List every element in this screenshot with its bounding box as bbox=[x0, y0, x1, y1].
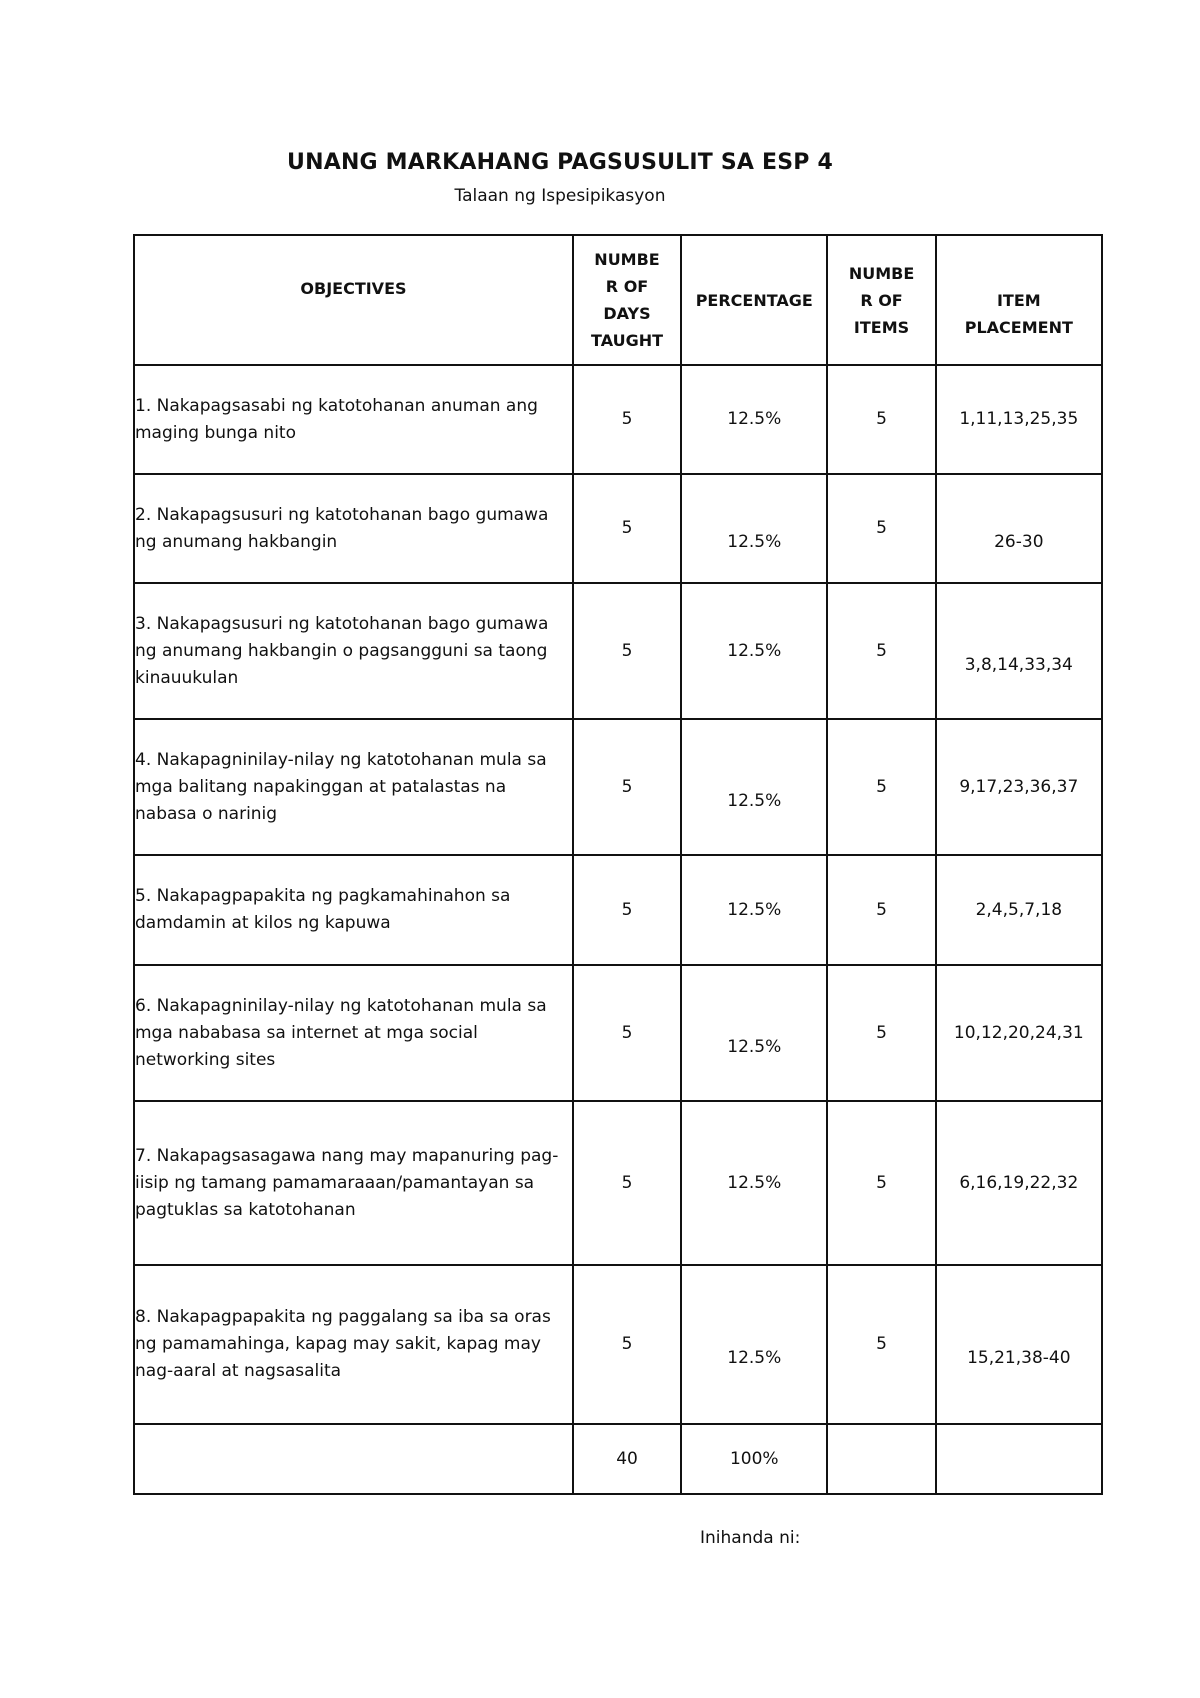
header-number-of-items bbox=[827, 235, 935, 365]
header-placement-line-1: ITEM bbox=[996, 291, 1041, 310]
table-row bbox=[134, 965, 1102, 1101]
placement-cell: 1,11,13,25,35 bbox=[936, 365, 1102, 474]
days-cell: 5 bbox=[573, 965, 681, 1101]
percentage-cell bbox=[681, 719, 827, 855]
table-row bbox=[134, 474, 1102, 583]
percentage-value: 12.5% bbox=[727, 1036, 782, 1057]
percentage-value: 12.5% bbox=[727, 790, 782, 811]
days-cell: 5 bbox=[573, 855, 681, 965]
placement-value: 3,8,14,33,34 bbox=[964, 654, 1073, 675]
placement-cell: 6,16,19,22,32 bbox=[936, 1101, 1102, 1265]
items-cell: 5 bbox=[827, 1101, 935, 1265]
days-cell: 5 bbox=[573, 1265, 681, 1424]
percentage-value: 12.5% bbox=[727, 1348, 782, 1368]
header-days-line-3: DAYS bbox=[603, 304, 651, 323]
placement-value: 26-30 bbox=[994, 532, 1044, 552]
objective-cell: 2. Nakapagsusuri ng katotohanan bago gumawa ng anumang hakbangin bbox=[134, 474, 573, 583]
table-row bbox=[134, 1265, 1102, 1424]
objective-cell: 6. Nakapagninilay-nilay ng katotohanan mula sa mga nababasa sa internet at mga social networking sites bbox=[134, 965, 573, 1101]
days-cell: 5 bbox=[573, 474, 681, 583]
total-days-cell: 40 bbox=[573, 1424, 681, 1494]
percentage-cell: 12.5% bbox=[681, 855, 827, 965]
days-cell: 5 bbox=[573, 719, 681, 855]
items-cell: 5 bbox=[827, 855, 935, 965]
placement-value: 15,21,38-40 bbox=[967, 1348, 1071, 1368]
days-cell: 5 bbox=[573, 583, 681, 719]
header-items-line-2: R OF bbox=[860, 290, 903, 310]
items-cell: 5 bbox=[827, 474, 935, 583]
items-cell: 5 bbox=[827, 719, 935, 855]
percentage-value: 12.5% bbox=[727, 532, 782, 552]
percentage-cell: 12.5% bbox=[681, 1101, 827, 1265]
objective-cell: 5. Nakapagpapakita ng pagkamahinahon sa damdamin at kilos ng kapuwa bbox=[134, 855, 573, 965]
items-cell: 5 bbox=[827, 365, 935, 474]
prepared-by-label: Inihanda ni: bbox=[700, 1528, 801, 1548]
header-objectives bbox=[134, 235, 573, 365]
table-row bbox=[134, 719, 1102, 855]
document-title: UNANG MARKAHANG PAGSUSULIT SA ESP 4 bbox=[287, 150, 833, 175]
totals-row bbox=[134, 1424, 1102, 1494]
table-row bbox=[134, 1101, 1102, 1265]
header-items-line-3: ITEMS bbox=[853, 317, 910, 337]
days-cell: 5 bbox=[573, 1101, 681, 1265]
placement-cell bbox=[936, 1265, 1102, 1424]
percentage-cell bbox=[681, 474, 827, 583]
placement-cell bbox=[936, 583, 1102, 719]
totals-objective-cell bbox=[134, 1424, 573, 1494]
header-item-placement bbox=[936, 235, 1102, 365]
percentage-cell: 12.5% bbox=[681, 583, 827, 719]
header-days-line-4: TAUGHT bbox=[591, 331, 664, 350]
header-days-taught bbox=[573, 235, 681, 365]
header-days-line-1: NUMBE bbox=[594, 250, 660, 269]
objective-cell: 1. Nakapagsasabi ng katotohanan anuman ang maging bunga nito bbox=[134, 365, 573, 474]
items-cell: 5 bbox=[827, 965, 935, 1101]
totals-placement-cell bbox=[936, 1424, 1102, 1494]
percentage-cell bbox=[681, 965, 827, 1101]
total-percentage-cell: 100% bbox=[681, 1424, 827, 1494]
objective-cell: 8. Nakapagpapakita ng paggalang sa iba sa oras ng pamamahinga, kapag may sakit, kapag may nag-aaral at nagsasalita bbox=[134, 1265, 573, 1424]
placement-cell bbox=[936, 474, 1102, 583]
header-placement-line-2: PLACEMENT bbox=[964, 318, 1073, 337]
objective-cell: 4. Nakapagninilay-nilay ng katotohanan mula sa mga balitang napakinggan at patalastas na nabasa o narinig bbox=[134, 719, 573, 855]
placement-cell: 9,17,23,36,37 bbox=[936, 719, 1102, 855]
percentage-cell: 12.5% bbox=[681, 365, 827, 474]
totals-items-cell bbox=[827, 1424, 935, 1494]
placement-cell: 10,12,20,24,31 bbox=[936, 965, 1102, 1101]
objective-cell: 7. Nakapagsasagawa nang may mapanuring pag-iisip ng tamang pamamaraaan/pamantayan sa pagtuklas sa katotohanan bbox=[134, 1101, 573, 1265]
header-percentage-label: PERCENTAGE bbox=[695, 290, 813, 310]
items-cell: 5 bbox=[827, 1265, 935, 1424]
specification-table bbox=[133, 234, 1103, 1495]
header-objectives-label: OBJECTIVES bbox=[300, 278, 407, 298]
table-row bbox=[134, 365, 1102, 474]
objective-cell: 3. Nakapagsusuri ng katotohanan bago gumawa ng anumang hakbangin o pagsangguni sa taong kinauukulan bbox=[134, 583, 573, 719]
header-items-line-1: NUMBE bbox=[848, 263, 915, 283]
placement-cell: 2,4,5,7,18 bbox=[936, 855, 1102, 965]
table-row bbox=[134, 855, 1102, 965]
days-cell: 5 bbox=[573, 365, 681, 474]
percentage-cell bbox=[681, 1265, 827, 1424]
document-subtitle: Talaan ng Ispesipikasyon bbox=[454, 186, 666, 206]
table-header-row bbox=[134, 235, 1102, 365]
table-row bbox=[134, 583, 1102, 719]
header-percentage bbox=[681, 235, 827, 365]
items-cell: 5 bbox=[827, 583, 935, 719]
header-days-line-2: R OF bbox=[605, 277, 649, 296]
